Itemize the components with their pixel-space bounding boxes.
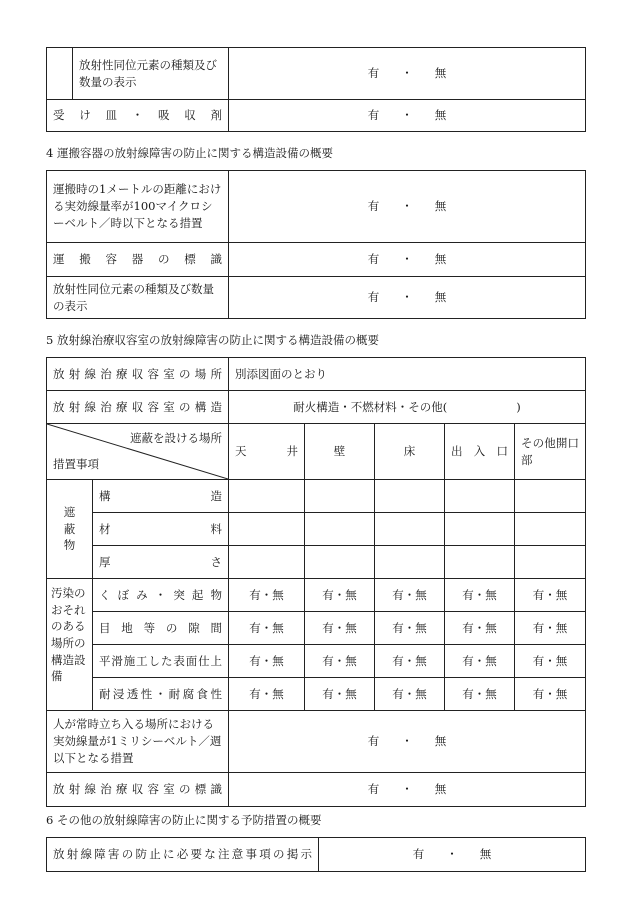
contam-cell: 有・無 <box>515 645 586 678</box>
yes-no-value: 有 ・ 無 <box>229 48 586 100</box>
contam-group-label: 汚染のおそれのある場所の構造設備 <box>47 579 93 711</box>
contam-cell: 有・無 <box>305 678 375 711</box>
shield-cell <box>375 513 445 546</box>
sign-label: 放射線治療収容室の標識 <box>47 773 229 807</box>
shield-group-label: 遮蔽物 <box>47 480 93 579</box>
section6-heading: 6 その他の放射線障害の防止に関する予防措置の概要 <box>46 813 322 827</box>
shield-cell <box>515 513 586 546</box>
shield-cell <box>515 480 586 513</box>
shield-cell <box>515 546 586 579</box>
contam-cell: 有・無 <box>305 612 375 645</box>
col-header-entrance: 出入口 <box>445 424 515 480</box>
shield-cell <box>305 480 375 513</box>
row-label: 受け皿・吸収剤 <box>47 100 229 132</box>
contam-row-label: 目地等の隙間 <box>93 612 229 645</box>
location-value: 別添図面のとおり <box>229 358 586 391</box>
diag-top-label: 遮蔽を設ける場所 <box>130 431 222 445</box>
contam-cell: 有・無 <box>515 579 586 612</box>
contam-row-label: 平滑施工した表面仕上 <box>93 645 229 678</box>
contam-cell: 有・無 <box>445 612 515 645</box>
empty-cell <box>47 48 73 100</box>
contam-cell: 有・無 <box>445 678 515 711</box>
shield-cell <box>305 513 375 546</box>
yes-no-value: 有 ・ 無 <box>229 277 586 319</box>
shield-cell <box>445 546 515 579</box>
location-label: 放射線治療収容室の場所 <box>47 358 229 391</box>
shield-cell <box>375 480 445 513</box>
shield-cell <box>445 513 515 546</box>
section4-heading: 4 運搬容器の放射線障害の防止に関する構造設備の概要 <box>46 146 333 160</box>
section4-table <box>46 170 586 319</box>
diagonal-header <box>47 424 229 480</box>
contam-row-label: 耐浸透性・耐腐食性 <box>93 678 229 711</box>
contam-cell: 有・無 <box>375 678 445 711</box>
contam-cell: 有・無 <box>515 612 586 645</box>
section6-table <box>46 837 586 872</box>
contam-cell: 有・無 <box>375 645 445 678</box>
col-header-wall: 壁 <box>305 424 375 480</box>
shield-cell <box>229 546 305 579</box>
contam-cell: 有・無 <box>229 645 305 678</box>
contam-cell: 有・無 <box>445 645 515 678</box>
col-header-other-openings: その他開口部 <box>515 424 586 480</box>
contam-cell: 有・無 <box>375 612 445 645</box>
structure-value: 耐火構造・不燃材料・その他( ) <box>229 391 586 424</box>
section5-table <box>46 357 586 807</box>
section5-heading: 5 放射線治療収容室の放射線障害の防止に関する構造設備の概要 <box>46 333 379 347</box>
yes-no-value: 有 ・ 無 <box>319 838 586 872</box>
contam-cell: 有・無 <box>305 645 375 678</box>
shield-cell <box>229 513 305 546</box>
diag-bottom-label: 措置事項 <box>53 457 99 472</box>
yes-no-value: 有 ・ 無 <box>229 243 586 277</box>
shield-row-label: 材料 <box>93 513 229 546</box>
shield-cell <box>375 546 445 579</box>
yes-no-value: 有 ・ 無 <box>229 100 586 132</box>
shield-row-label: 厚さ <box>93 546 229 579</box>
col-header-ceiling: 天井 <box>229 424 305 480</box>
row-label: 放射線障害の防止に必要な注意事項の掲示 <box>47 838 319 872</box>
contam-cell: 有・無 <box>229 579 305 612</box>
section3-table <box>46 47 586 132</box>
contam-cell: 有・無 <box>515 678 586 711</box>
shield-cell <box>229 480 305 513</box>
structure-label: 放射線治療収容室の構造 <box>47 391 229 424</box>
contam-row-label: くぼみ・突起物 <box>93 579 229 612</box>
col-header-floor: 床 <box>375 424 445 480</box>
yes-no-value: 有 ・ 無 <box>229 171 586 243</box>
contam-cell: 有・無 <box>445 579 515 612</box>
shield-row-label: 構造 <box>93 480 229 513</box>
row-label: 運搬容器の標識 <box>47 243 229 277</box>
shield-cell <box>445 480 515 513</box>
shield-cell <box>305 546 375 579</box>
dose-label: 人が常時立ち入る場所における実効線量が1ミリシーベルト／週以下となる措置 <box>47 711 229 773</box>
row-label: 放射性同位元素の種類及び数量の表示 <box>47 277 229 319</box>
contam-cell: 有・無 <box>375 579 445 612</box>
contam-cell: 有・無 <box>305 579 375 612</box>
contam-cell: 有・無 <box>229 612 305 645</box>
row-label: 放射性同位元素の種類及び数量の表示 <box>73 48 229 100</box>
row-label: 運搬時の1メートルの距離における実効線量率が100マイクロシーベルト／時以下となる措置 <box>47 171 229 243</box>
yes-no-value: 有 ・ 無 <box>229 773 586 807</box>
yes-no-value: 有 ・ 無 <box>229 711 586 773</box>
contam-cell: 有・無 <box>229 678 305 711</box>
